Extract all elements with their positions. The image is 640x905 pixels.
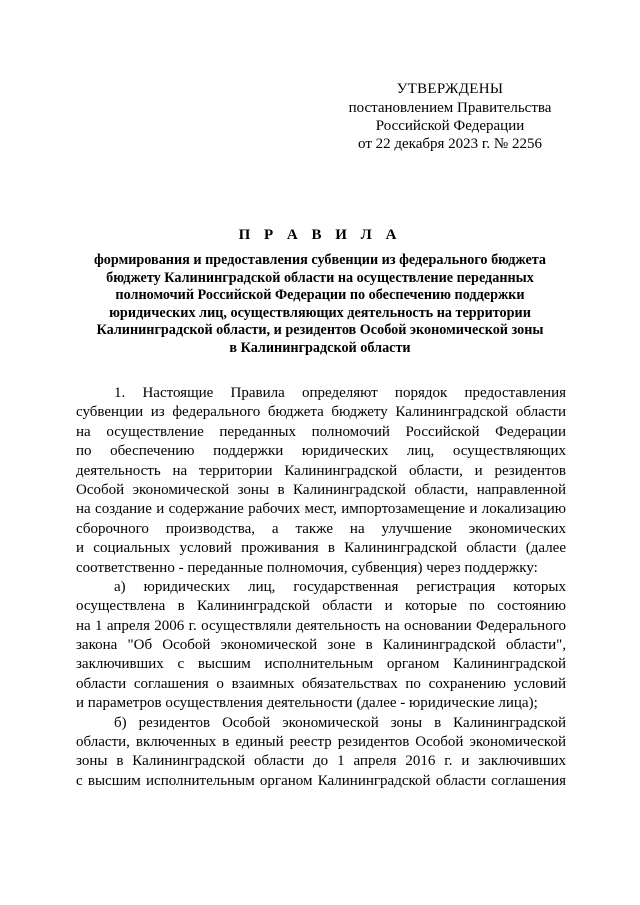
text-line: а) юридических лиц, государственная регистрация которых [114, 578, 566, 595]
text-line: соответственно - переданные полномочия, субвенция) через поддержку: [76, 559, 538, 576]
document-body [76, 384, 566, 791]
text-line: и социальных условий проживания в Калининградской области (далее [76, 540, 566, 557]
text-line: заключивших с высшим исполнительным органом Калининградской [76, 656, 566, 673]
approval-line: Российской Федерации [375, 118, 525, 134]
text-line: б) резидентов Особой экономической зоны в Калининградской [114, 714, 566, 731]
text-line: с высшим исполнительным органом Калининградской области соглашения [76, 772, 566, 789]
text-line: сборочного производства, а также на улучшение экономических [76, 520, 566, 537]
title-line: в Калининградской области [229, 339, 411, 356]
text-line: области соглашения о взаимных обязательствах по сохранению условий [76, 675, 566, 692]
paragraph-1 [76, 384, 566, 578]
text-line: деятельность на территории Калининградской области, и резидентов [76, 462, 566, 479]
text-line: на осуществление переданных полномочий Российской Федерации [76, 423, 566, 440]
text-line: по обеспечению поддержки юридических лиц, осуществляющих [76, 443, 566, 460]
text-line: на создание и содержание рабочих мест, импортозамещение и локализацию [76, 501, 566, 518]
approved-label: УТВЕРЖДЕНЫ [396, 81, 504, 97]
text-line: закона "Об Особой экономической зоне в Калининградской области", [76, 637, 566, 654]
title-line: бюджету Калининградской области на осуществление переданных [106, 269, 534, 286]
text-line: Особой экономической зоны в Калининградской области, направленной [76, 481, 566, 498]
text-line: 1. Настоящие Правила определяют порядок предоставления [114, 385, 566, 401]
title-line: формирования и предоставления субвенции из федерального бюджета [93, 252, 547, 268]
text-line: области, включенных в единый реестр резидентов Особой экономической [76, 734, 566, 751]
text-line: осуществлена в Калининградской области и которые по состоянию [76, 598, 566, 615]
title-line: полномочий Российской Федерации по обеспечению поддержки [115, 287, 525, 304]
paragraph-a [76, 578, 566, 714]
text-line: субвенции из федерального бюджета бюджету Калининградской области [76, 404, 566, 421]
text-line: зоны в Калининградской области до 1 апреля 2016 г. и заключивших [76, 753, 566, 770]
title-line: Калининградской области, и резидентов Особой экономической зоны [96, 322, 544, 339]
paragraph-b [76, 714, 566, 792]
approval-stamp [330, 80, 570, 153]
text-line: и параметров осуществления деятельности (далее - юридические лица); [76, 695, 538, 712]
title-line: юридических лиц, осуществляющих деятельность на территории [109, 304, 531, 321]
document-type-heading: П Р А В И Л А [238, 227, 402, 243]
approval-line: постановлением Правительства [348, 100, 552, 116]
text-line: на 1 апреля 2006 г. осуществляли деятельность на основании Федерального [76, 617, 566, 634]
approval-line: от 22 декабря 2023 г. № 2256 [358, 136, 542, 152]
document-title [72, 225, 568, 358]
